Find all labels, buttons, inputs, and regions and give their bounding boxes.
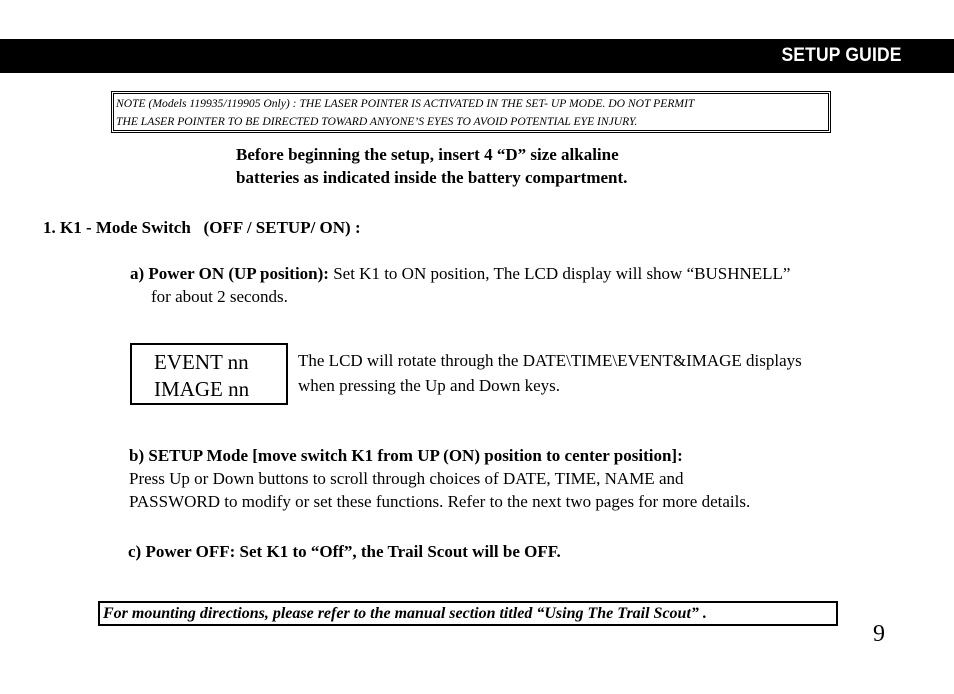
lcd-line-1: EVENT nn [154, 350, 249, 374]
item-a-continuation: for about 2 seconds. [151, 287, 288, 306]
lcd-desc-line-2: when pressing the Up and Down keys. [298, 376, 561, 395]
item-a-label: a) Power ON (UP position): [130, 264, 329, 283]
lcd-display-example [130, 343, 288, 405]
note-line-1: NOTE (Models 119935/119905 Only) : THE LASER POINTER IS ACTIVATED IN THE SET- UP MODE. DO NOT PERMIT [116, 97, 695, 110]
item-a-text: Set K1 to ON position, The LCD display will show “BUSHNELL” [328, 264, 791, 283]
mounting-note-box [98, 601, 838, 626]
section-heading: 1. K1 - Mode Switch (OFF / SETUP/ ON) : [43, 218, 361, 237]
item-power-on [130, 262, 870, 308]
item-power-off: c) Power OFF: Set K1 to “Off”, the Trail Scout will be OFF. [128, 542, 561, 561]
item-b-label: b) SETUP Mode [move switch K1 from UP (ON) position to center position]: [129, 446, 683, 465]
item-setup-mode [129, 444, 909, 513]
battery-instruction [236, 143, 756, 189]
intro-line-2: batteries as indicated inside the battery compartment. [236, 168, 628, 187]
lcd-desc-line-1: The LCD will rotate through the DATE\TIME\EVENT&IMAGE displays [298, 351, 802, 370]
lcd-description [298, 348, 878, 398]
note-line-2: THE LASER POINTER TO BE DIRECTED TOWARD ANYONE’S EYES TO AVOID POTENTIAL EYE INJURY. [116, 115, 638, 128]
page-title: SETUP GUIDE [781, 45, 902, 66]
intro-line-1: Before beginning the setup, insert 4 “D” size alkaline [236, 145, 619, 164]
page-number: 9 [873, 621, 885, 647]
header-bar [0, 39, 954, 73]
item-b-line-2: PASSWORD to modify or set these functions. Refer to the next two pages for more details. [129, 492, 751, 511]
lcd-line-2: IMAGE nn [154, 377, 250, 401]
mounting-note-text: For mounting directions, please refer to the manual section titled “Using The Trail Scout” . [103, 605, 707, 622]
laser-warning-note [111, 91, 831, 133]
item-b-line-1: Press Up or Down buttons to scroll through choices of DATE, TIME, NAME and [129, 469, 684, 488]
